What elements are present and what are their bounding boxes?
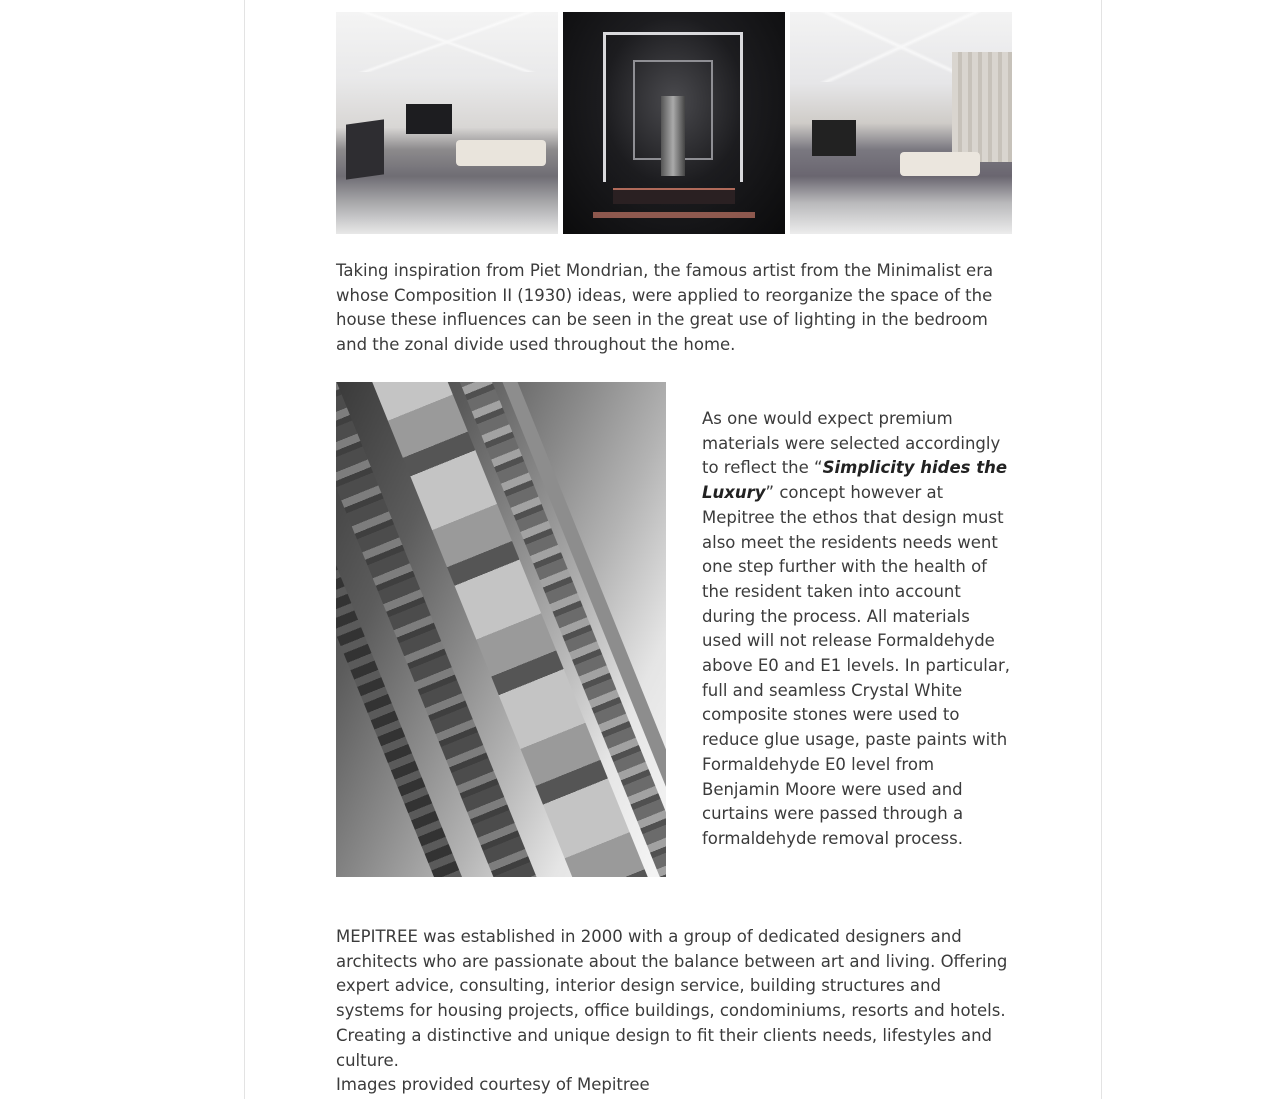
dark-hallway-photo[interactable]	[563, 12, 785, 234]
lounge-photo[interactable]	[790, 12, 1012, 234]
sofa-shape	[900, 152, 980, 176]
tv-shape	[406, 104, 452, 134]
curtain-shape	[952, 52, 1012, 162]
materials-text-start: As one would expect premium materials were selected accordingly to reflect the “	[702, 409, 1001, 478]
photo-gallery	[336, 12, 1012, 234]
article-paragraph-company: MEPITREE was established in 2000 with a group of dedicated designers and architects who are passionate about the balance between art and living. Offering expert advice, consulting, interior design service, building structures and systems for housing projects, office buildings, condominiums, resorts and hotels. Creating a distinctive and unique design to fit their clients needs, lifestyles and culture.	[336, 927, 1008, 1070]
floor-light-shape	[593, 212, 755, 218]
column-shape	[661, 96, 685, 176]
cornice-molding-photo[interactable]	[336, 382, 666, 877]
materials-text-rest: ” concept however at Mepitree the ethos that design must also meet the residents needs went one step further with the health of the resident taken into account during the process. All materials used will not release Formaldehyde above E0 and E1 levels. In particular, full and seamless Crystal White composite stones were used to reduce glue usage, paste paints with Formaldehyde E0 level from Benjamin Moore were used and curtains were passed through a formaldehyde removal process.	[702, 483, 1011, 848]
sofa-shape	[456, 140, 546, 166]
image-credit: Images provided courtesy of Mepitree	[336, 1075, 650, 1094]
article-paragraph-mondrian: Taking inspiration from Piet Mondrian, the famous artist from the Minimalist era whose Composition II (1930) ideas, were applied to reorganize the space of the house these influences can be seen in the great use of lighting in the bedroom and the zonal divide used throughout the home.	[336, 261, 994, 355]
tv-shape	[812, 120, 856, 156]
living-room-photo[interactable]	[336, 12, 558, 234]
concept-emphasis: Simplicity hides the Luxury	[702, 458, 1008, 503]
article-paragraph-materials	[702, 407, 1014, 852]
console-shape	[613, 188, 735, 204]
